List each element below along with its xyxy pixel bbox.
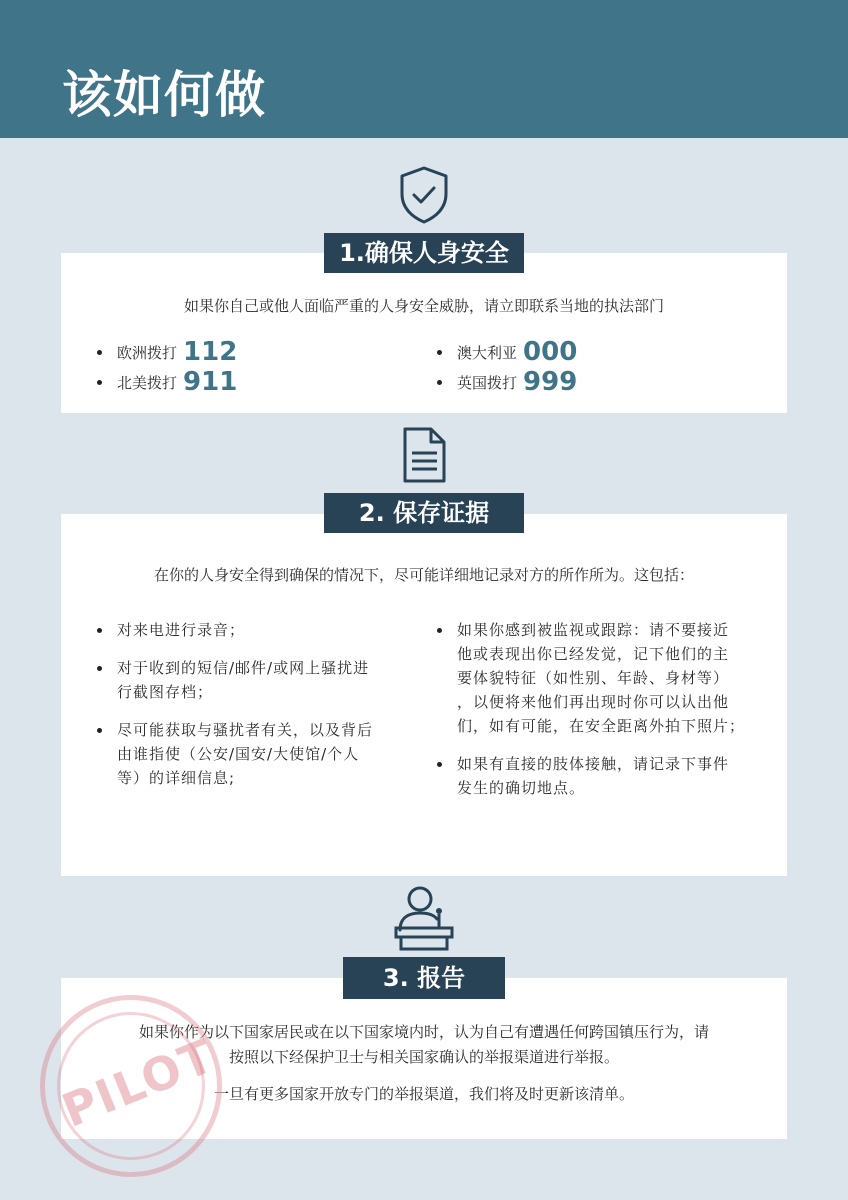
list-item: 北美拨打 911 <box>91 367 391 397</box>
list-item: 英国拨打 999 <box>431 367 731 397</box>
pilot-stamp-watermark: PILOT <box>40 995 222 1177</box>
header-banner <box>0 0 848 138</box>
emergency-number: 000 <box>523 337 578 367</box>
safety-intro: 如果你自己或他人面临严重的人身安全威胁，请立即联系当地的执法部门 <box>183 297 664 315</box>
emergency-list-left <box>91 337 391 397</box>
evidence-list-left <box>91 618 431 804</box>
report-paragraph: 如果你作为以下国家居民或在以下国家境内时，认为自己有遭遇任何跨国镇压行为，请 按照以下经保护卫士与相关国家确认的举报渠道进行举报。 <box>138 1023 709 1066</box>
page-title: 该如何做 <box>62 66 266 124</box>
document-icon <box>400 426 448 484</box>
list-item: 对来电进行录音； <box>91 618 431 642</box>
emergency-list-right <box>431 337 731 397</box>
list-item: 尽可能获取与骚扰者有关，以及背后 由谁指使（公安/国安/大使馆/个人 等）的详细信息; <box>91 718 431 790</box>
evidence-list-right <box>431 618 771 814</box>
evidence-intro: 在你的人身安全得到确保的情况下，尽可能详细地记录对方的所作所为。这包括： <box>153 566 694 584</box>
list-item: 欧洲拨打 112 <box>91 337 391 367</box>
emergency-number: 112 <box>183 337 238 367</box>
list-item: 如果有直接的肢体接触，请记录下事件 发生的确切地点。 <box>431 752 771 800</box>
report-update-note: 一旦有更多国家开放专门的举报渠道，我们将及时更新该清单。 <box>213 1085 634 1103</box>
shield-check-icon <box>396 164 452 226</box>
list-item: 对于收到的短信/邮件/或网上骚扰进 行截图存档； <box>91 656 431 704</box>
speaker-podium-icon <box>392 884 456 952</box>
safety-card <box>61 253 787 413</box>
section-label-report: 3. 报告 <box>343 957 505 999</box>
emergency-number: 999 <box>523 367 578 397</box>
section-label-evidence: 2. 保存证据 <box>324 493 524 533</box>
evidence-card <box>61 514 787 876</box>
list-item: 如果你感到被监视或跟踪：请不要接近 他或表现出你已经发觉，记下他们的主 要体貌特征（如性别、年龄、身材等） ，以便将来他们再出现时你可以认出他 们，如有可能，在安全距离外拍下照片； <box>431 618 771 738</box>
list-item: 澳大利亚 000 <box>431 337 731 367</box>
section-label-safety: 1.确保人身安全 <box>324 233 524 273</box>
emergency-number: 911 <box>183 367 238 397</box>
